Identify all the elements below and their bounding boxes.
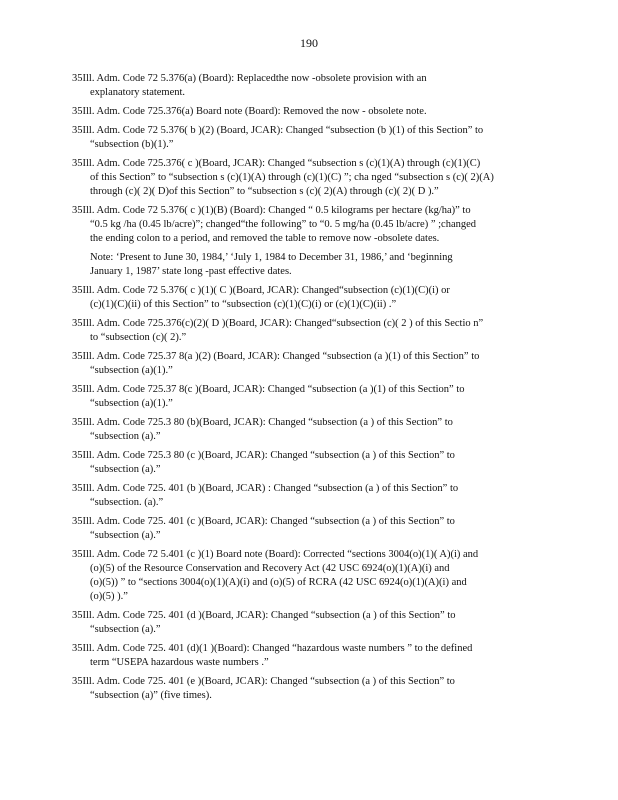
entry-line: of this Section” to “subsection s (c)(1)(A) through (c)(1)(C) ”; cha nged “subsection s (c)( 2)(A) <box>90 172 494 183</box>
amendment-entry <box>72 317 550 345</box>
entry-line: 35Ill. Adm. Code 72 5.401 (c )(1) Board note (Board): Corrected “sections 3004(o)(1)( A)(i) and <box>72 549 479 560</box>
amendment-entry <box>72 416 550 444</box>
entry-line: 35Ill. Adm. Code 72 5.376(a) (Board): Replacedthe now -obsolete provision with an <box>72 73 427 84</box>
entry-line: 35Ill. Adm. Code 725. 401 (d )(Board, JCAR): Changed “subsection (a ) of this Section” to <box>72 610 456 621</box>
entry-line: 35Ill. Adm. Code 72 5.376( c )(1)(B) (Board): Changed “ 0.5 kilograms per hectare (kg/ha)” to <box>72 205 471 216</box>
amendment-entry <box>72 72 550 100</box>
amendment-entry <box>72 675 550 703</box>
entry-line: “subsection (a).” <box>90 431 161 442</box>
entry-line: 35Ill. Adm. Code 725.376(c)(2)( D )(Board, JCAR): Changed“subsection (c)( 2 ) of this Sectio n” <box>72 318 484 329</box>
amendment-entry <box>72 105 550 119</box>
entry-line: to “subsection (c)( 2).” <box>90 332 187 343</box>
amendment-entry <box>72 350 550 378</box>
amendment-entry <box>72 383 550 411</box>
entry-line: “subsection (a)(1).” <box>90 398 173 409</box>
entry-line: “0.5 kg /ha (0.45 lb/acre)”; changed“the following” to “0. 5 mg/ha (0.45 lb/acre) ” ;changed <box>90 219 477 230</box>
amendment-entry <box>72 482 550 510</box>
entry-line: 35Ill. Adm. Code 725.376(a) Board note (Board): Removed the now - obsolete note. <box>72 106 427 117</box>
page-number: 190 <box>300 36 318 50</box>
entry-line: 35Ill. Adm. Code 725. 401 (c )(Board, JCAR): Changed “subsection (a ) of this Section” to <box>72 516 455 527</box>
entry-line: “subsection. (a).” <box>90 497 164 508</box>
entry-line: “subsection (a)” (five times). <box>90 690 212 701</box>
entry-line: 35Ill. Adm. Code 72 5.376( c )(1)( C )(Board, JCAR): Changed“subsection (c)(1)(C)(i) or <box>72 285 450 296</box>
amendment-entry <box>72 204 550 246</box>
entry-line: “subsection (a).” <box>90 464 161 475</box>
entry-line: 35Ill. Adm. Code 725. 401 (d)(1 )(Board): Changed “hazardous waste numbers ” to the defined <box>72 643 473 654</box>
amendment-entry <box>72 548 550 604</box>
amendment-entry <box>72 157 550 199</box>
entry-line: 35Ill. Adm. Code 725.37 8(c )(Board, JCAR): Changed “subsection (a )(1) of this Section” to <box>72 384 465 395</box>
entry-line: 35Ill. Adm. Code 725.3 80 (b)(Board, JCAR): Changed “subsection (a ) of this Section” to <box>72 417 453 428</box>
entry-line: “subsection (b)(1).” <box>90 139 174 150</box>
entry-line: (o)(5) ).” <box>90 591 128 602</box>
entry-line: “subsection (a).” <box>90 530 161 541</box>
entry-line: 35Ill. Adm. Code 725.376( c )(Board, JCAR): Changed “subsection s (c)(1)(A) through (c)(1)(C) <box>72 158 481 169</box>
entry-line: 35Ill. Adm. Code 725.3 80 (c )(Board, JCAR): Changed “subsection (a ) of this Section” to <box>72 450 455 461</box>
entry-line: “subsection (a).” <box>90 624 161 635</box>
entry-line: 35Ill. Adm. Code 725.37 8(a )(2) (Board, JCAR): Changed “subsection (a )(1) of this Section” to <box>72 351 480 362</box>
amendment-entry <box>72 515 550 543</box>
entry-line: through (c)( 2)( D)of this Section” to “subsection s (c)( 2)(A) through (c)( 2)( D ).” <box>90 186 439 197</box>
amendment-entry <box>72 609 550 637</box>
entry-line: January 1, 1987’ state long -past effective dates. <box>90 266 292 277</box>
entry-line: the ending colon to a period, and removed the table to remove now -obsolete dates. <box>90 233 440 244</box>
entry-line: 35Ill. Adm. Code 725. 401 (e )(Board, JCAR): Changed “subsection (a ) of this Section” to <box>72 676 455 687</box>
amendment-entry <box>72 449 550 477</box>
entry-line: (c)(1)(C)(ii) of this Section” to “subsection (c)(1)(C)(i) or (c)(1)(C)(ii) .” <box>90 299 397 310</box>
entry-line: “subsection (a)(1).” <box>90 365 173 376</box>
entry-line: Note: ‘Present to June 30, 1984,’ ‘July 1, 1984 to December 31, 1986,’ and ‘beginning <box>90 252 453 263</box>
entry-line: 35Ill. Adm. Code 72 5.376( b )(2) (Board, JCAR): Changed “subsection (b )(1) of this Section” to <box>72 125 484 136</box>
entries-list <box>72 72 550 708</box>
note-paragraph <box>72 251 550 279</box>
amendment-entry <box>72 124 550 152</box>
entry-line: 35Ill. Adm. Code 725. 401 (b )(Board, JCAR) : Changed “subsection (a ) of this Section” to <box>72 483 459 494</box>
amendment-entry <box>72 642 550 670</box>
entry-line: explanatory statement. <box>90 87 186 98</box>
entry-line: (o)(5)) ” to “sections 3004(o)(1)(A)(i) and (o)(5) of RCRA (42 USC 6924(o)(1)(A)(i) and <box>90 577 467 588</box>
entry-line: term “USEPA hazardous waste numbers .” <box>90 657 269 668</box>
entry-line: (o)(5) of the Resource Conservation and Recovery Act (42 USC 6924(o)(1)(A)(i) and <box>90 563 450 574</box>
amendment-entry <box>72 284 550 312</box>
